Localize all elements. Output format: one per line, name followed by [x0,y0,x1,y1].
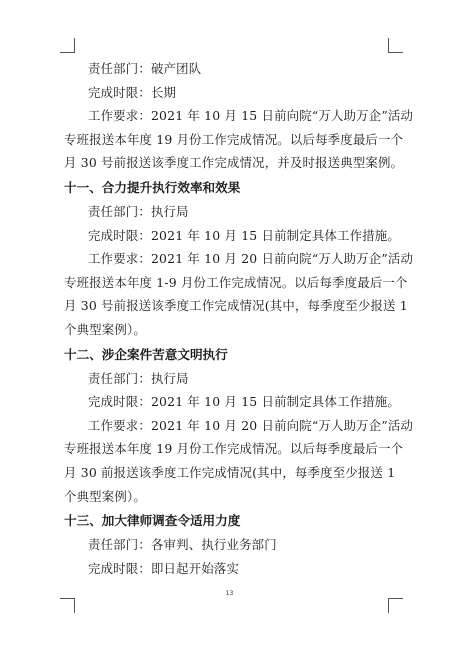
responsible-dept-line: 责任部门：破产团队 [88,61,202,76]
deadline-line: 完成时限：长期 [88,84,177,100]
paragraph-continuation: 个典型案例）。 [64,488,146,504]
responsible-dept-line: 责任部门：执行局 [88,203,189,219]
section-heading-13: 十三、加大律师调查令适用力度 [64,513,241,529]
deadline-line: 完成时限：2021 年 10 月 15 日前制定具体工作措施。 [88,227,400,243]
paragraph-continuation: 月 30 号前报送该季度工作完成情况(其中，每季度至少报送 1 [64,298,408,314]
work-requirement-line: 工作要求：2021 年 10 月 15 日前向院“万人助万企”活动 [88,108,414,124]
crop-mark-top-left [60,38,75,53]
page-number: 13 [225,590,234,597]
paragraph-continuation: 个典型案例）。 [64,321,146,337]
responsible-dept-line: 责任部门：执行局 [88,370,189,386]
responsible-dept-line: 责任部门：各审判、执行业务部门 [88,537,277,553]
section-heading-12: 十二、涉企案件苦意文明执行 [64,346,228,362]
paragraph-continuation: 专班报送本年度 19 月份工作完成情况。以后每季度最后一个 [64,441,404,457]
page-body [64,57,414,580]
crop-mark-bottom-left [60,598,75,613]
work-requirement-line: 工作要求：2021 年 10 月 20 日前向院“万人助万企”活动 [88,251,414,267]
paragraph-continuation: 月 30 前报送该季度工作完成情况(其中，每季度至少报送 1 [64,464,396,480]
section-heading-11: 十一、合力提升执行效率和效果 [64,179,241,195]
work-requirement-line: 工作要求：2021 年 10 月 20 日前向院“万人助万企”活动 [88,417,414,433]
paragraph-continuation: 专班报送本年度 19 月份工作完成情况。以后每季度最后一个 [64,131,404,147]
paragraph-continuation: 月 30 号前报送该季度工作完成情况，并及时报送典型案例。 [64,155,404,171]
crop-mark-bottom-right [388,598,403,613]
deadline-line: 完成时限：2021 年 10 月 15 日前制定具体工作措施。 [88,394,400,410]
paragraph-continuation: 专班报送本年度 1-9 月份工作完成情况。以后每季度最后一个 [64,274,408,290]
crop-mark-top-right [388,38,403,53]
deadline-line: 完成时限：即日起开始落实 [88,560,240,576]
